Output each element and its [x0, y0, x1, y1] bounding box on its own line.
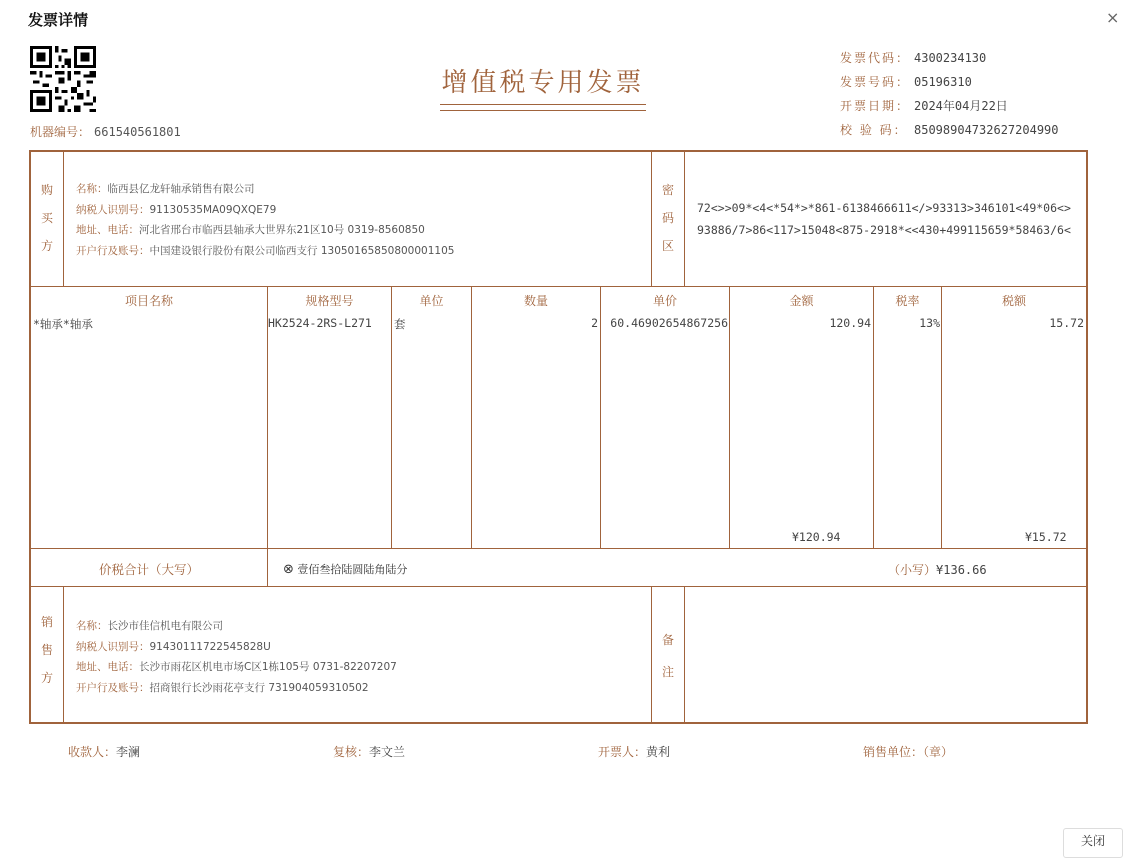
item-qty: 2 [591, 316, 598, 330]
total-words-label: 价税合计（大写） [98, 562, 199, 577]
seller-unit: 销售单位：（章） [863, 745, 954, 759]
meta-value: 05196310 [914, 75, 972, 89]
buyer-info [76, 179, 454, 261]
cipher-side-label: 密 码 区 [661, 183, 674, 253]
title-underline [440, 104, 646, 105]
meta-label: 发票号码： [840, 75, 911, 89]
payee: 收款人：李澜 [68, 745, 141, 759]
header-price: 单价 [652, 294, 677, 308]
header-rate: 税率 [895, 294, 920, 308]
machine-value: 661540561801 [94, 125, 181, 139]
item-rate: 13% [919, 316, 940, 330]
total-small [888, 561, 987, 578]
header-tax: 税额 [1001, 294, 1026, 308]
divider [63, 151, 64, 286]
item-name: *轴承*轴承 [33, 317, 93, 331]
divider [30, 286, 1087, 287]
reviewer: 复核：李文兰 [333, 745, 406, 759]
divider [30, 548, 1087, 549]
item-unit: 套 [394, 317, 406, 331]
seller-bank: 开户行及账号：招商银行长沙雨花亭支行 731904059310502 [76, 681, 369, 694]
invoice-date [840, 97, 1008, 114]
header-spec: 规格型号 [305, 294, 354, 308]
buyer-side-label: 购 买 方 [40, 183, 53, 253]
cipher-line: 72<>>09*<4<*54*>*861-6138466611</>93313>346101<49*06<> [697, 201, 1071, 215]
close-icon[interactable]: × [1106, 8, 1120, 27]
header-item-name: 项目名称 [124, 294, 173, 308]
cipher-text [697, 197, 1071, 241]
divider [63, 587, 64, 722]
seller-tax-id: 纳税人识别号：91430111722545828U [76, 640, 271, 653]
check-code [840, 121, 1059, 138]
circle-x-icon: ⊗ [283, 562, 294, 577]
meta-label: 开票日期： [840, 99, 911, 113]
divider [684, 587, 685, 722]
machine-number [30, 123, 181, 140]
drawer: 开票人：黄利 [598, 745, 671, 759]
total-amount: ¥120.94 [792, 530, 841, 544]
total-words-value: 壹佰叁拾陆圆陆角陆分 [297, 563, 408, 576]
item-spec: HK2524-2RS-L271 [268, 316, 372, 330]
close-button[interactable]: 关闭 [1063, 828, 1123, 858]
buyer-address: 地址、电话：河北省邢台市临西县轴承大世界东21区10号 0319-8560850 [76, 224, 425, 236]
dialog-title: 发票详情 [28, 11, 89, 29]
divider [684, 151, 685, 286]
invoice-title: 增值税专用发票 [441, 68, 645, 98]
total-tax: ¥15.72 [1025, 530, 1067, 544]
header-qty: 数量 [523, 294, 548, 308]
divider [267, 287, 268, 586]
header-amount: 金额 [789, 294, 814, 308]
seller-address: 地址、电话：长沙市雨花区机电市场C区1栋105号 0731-82207207 [76, 661, 397, 673]
remark-label: 备 注 [661, 633, 674, 679]
header-unit: 单位 [419, 294, 444, 308]
meta-value: 2024年04月22日 [914, 99, 1008, 113]
item-tax: 15.72 [1049, 316, 1084, 330]
seller-side-label: 销 售 方 [40, 615, 53, 685]
divider [391, 287, 392, 548]
total-small-label: （小写） [888, 563, 937, 577]
invoice-number [840, 73, 972, 90]
buyer-name: 名称：临西县亿龙轩轴承销售有限公司 [76, 183, 255, 195]
meta-label: 校 验 码： [840, 123, 908, 137]
meta-label: 发票代码： [840, 51, 911, 65]
item-price: 60.46902654867256 [610, 316, 728, 330]
title-underline [440, 110, 646, 111]
seller-name: 名称：长沙市佳信机电有限公司 [76, 620, 223, 632]
divider [30, 586, 1087, 587]
qr-code [30, 46, 96, 112]
machine-label: 机器编号： [30, 125, 91, 139]
buyer-tax-id: 纳税人识别号：91130535MA09QXQE79 [76, 203, 277, 216]
invoice-code [840, 49, 986, 66]
buyer-bank: 开户行及账号：中国建设银行股份有限公司临西支行 13050165850800001105 [76, 244, 455, 257]
meta-value: 85098904732627204990 [914, 123, 1059, 137]
total-words [283, 561, 407, 577]
cipher-line: 93886/7>86<117>15048<875-2918*<<430+499115659*58463/6< [697, 223, 1071, 237]
total-small-value: ¥136.66 [936, 563, 987, 577]
seller-info [76, 616, 397, 698]
item-amount: 120.94 [829, 316, 871, 330]
meta-value: 4300234130 [914, 51, 987, 65]
